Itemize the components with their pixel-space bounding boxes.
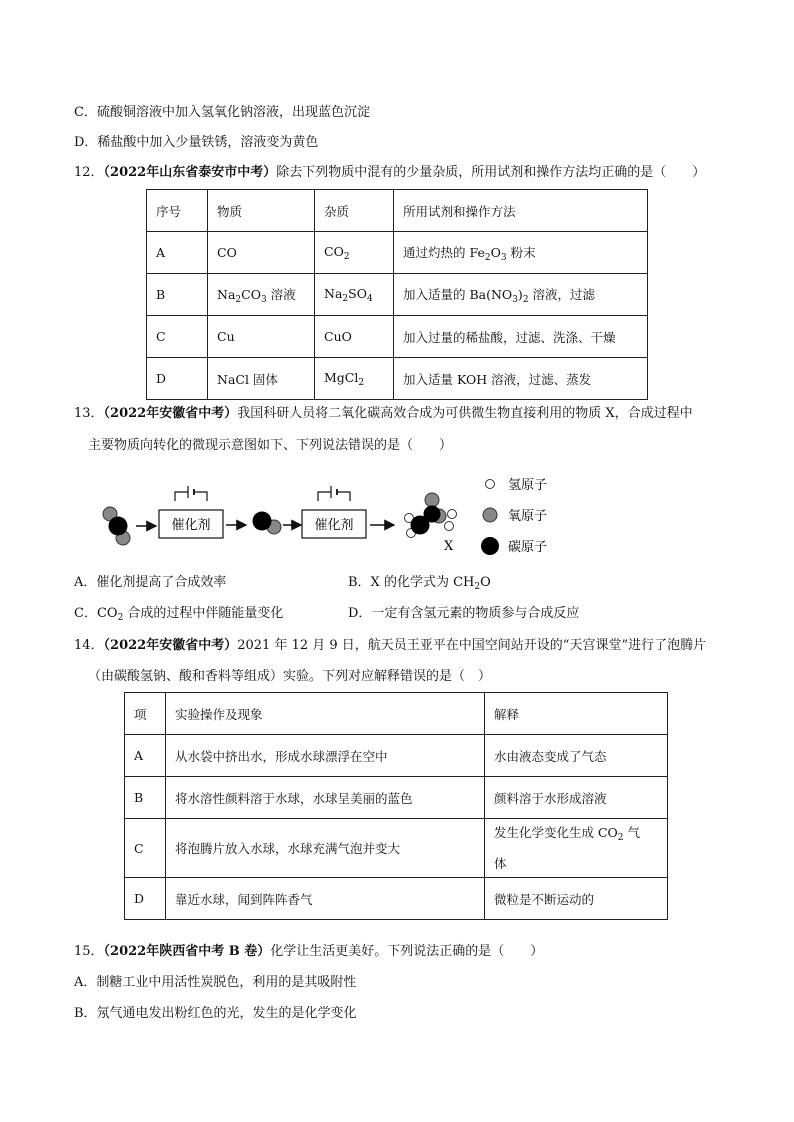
question-source: （2022年安徽省中考） (103, 406, 238, 421)
question-text: 我国科研人员将二氧化碳高效合成为可供微生物直接利用的物质 X，合成过程中 (237, 406, 693, 421)
question-source: （2022年山东省泰安市中考） (103, 165, 277, 180)
option-d-prev: D．稀盐酸中加入少量铁锈，溶液变为黄色 (74, 135, 319, 150)
formula-part: Na (324, 285, 343, 301)
option-b (348, 574, 491, 596)
atom-legend (481, 478, 547, 555)
molecule-reaction-diagram (96, 466, 566, 562)
method-cell: 加入过量的稀盐酸，过滤、洗涤、干燥 (394, 316, 648, 358)
option-a: A．催化剂提高了合成效率 (74, 575, 227, 590)
row-id: A (125, 735, 166, 777)
formula-part: SO (348, 285, 367, 301)
substance-cell: Cu (208, 316, 315, 358)
table-header-cell: 实验操作及现象 (166, 693, 485, 735)
question-number: 14． (74, 638, 104, 653)
substance-cell (208, 274, 315, 316)
formula-sub: 4 (366, 293, 373, 304)
table-header-row (147, 190, 648, 232)
explanation-cell: 水由液态变成了气态 (485, 735, 668, 777)
formula-part: Na (217, 286, 236, 302)
question-14-table (124, 692, 668, 920)
question-13-stem (74, 405, 693, 423)
table-row (125, 819, 668, 878)
table-row (147, 358, 648, 400)
table-row (147, 316, 648, 358)
row-id: B (125, 777, 166, 819)
row-id: C (147, 316, 208, 358)
formula-sub: 3 (500, 252, 507, 263)
formula-sub: 2 (484, 252, 491, 263)
text-part: ) (517, 286, 523, 302)
option-a: A．制糖工业中用活性炭脱色，利用的是其吸附性 (74, 975, 357, 990)
hydrogen-atom (445, 522, 454, 531)
question-12-table (146, 189, 648, 400)
method-cell: 加入适量 KOH 溶液，过滤、蒸发 (394, 358, 648, 400)
formula-part: MgCl (324, 369, 359, 385)
option-c-prev: C．硫酸铜溶液中加入氢氧化钠溶液，出现蓝色沉淀 (74, 105, 370, 120)
table-row (125, 777, 668, 819)
table-row (147, 274, 648, 316)
co-molecule (253, 512, 282, 535)
catalyst-box (302, 486, 366, 538)
oxygen-legend-icon (483, 508, 497, 522)
text-part: 气体 (494, 824, 641, 871)
question-text: 化学让生活更美好。下列说法正确的是（ ） (270, 944, 544, 959)
circuit-wire (318, 492, 350, 501)
co2-molecule (103, 507, 130, 545)
formula-sub: 2 (235, 294, 242, 305)
formula-sub: 2 (358, 377, 365, 388)
explanation-cell: 微粒是不断运动的 (485, 878, 668, 920)
text-part: B．X 的化学式为 CH (348, 575, 475, 590)
formula-part: CO (241, 286, 261, 302)
catalyst-label: 催化剂 (314, 518, 354, 533)
carbon-atom (109, 517, 128, 536)
option-c (74, 605, 283, 627)
table-header-cell: 物质 (208, 190, 315, 232)
formula-sub: 3 (260, 294, 267, 305)
method-cell (394, 232, 648, 274)
formula-sub: 2 (117, 613, 124, 623)
x-label: X (444, 539, 454, 554)
row-id: B (147, 274, 208, 316)
row-id: C (125, 819, 166, 878)
row-id: A (147, 232, 208, 274)
text-part: 发生化学变化生成 CO (494, 824, 618, 840)
question-14-stem-line2: （由碳酸氢钠、酸和香料等组成）实验。下列对应解释错误的是（ ） (88, 669, 492, 684)
hydrogen-atom (448, 510, 457, 519)
carbon-atom (424, 506, 441, 523)
table-header-cell: 解释 (485, 693, 668, 735)
legend-label: 氧原子 (508, 509, 548, 524)
question-source: （2022年陕西省中考 B 卷） (103, 944, 271, 959)
row-id: D (125, 878, 166, 920)
text-part: 溶液 (266, 286, 296, 302)
text-part: 通过灼热的 Fe (403, 244, 485, 260)
question-source: （2022年安徽省中考） (103, 638, 238, 653)
operation-cell: 将泡腾片放入水球，水球充满气泡并变大 (166, 819, 485, 878)
method-cell (394, 274, 648, 316)
impurity-cell: CuO (315, 316, 394, 358)
oxygen-atom (425, 493, 439, 507)
formula-sub: 2 (343, 251, 350, 262)
text-part: 粉末 (506, 244, 536, 260)
operation-cell: 将水溶性颜料溶于水球，水球呈美丽的蓝色 (166, 777, 485, 819)
substance-cell: NaCl 固体 (208, 358, 315, 400)
option-d: D．一定有含氢元素的物质参与合成反应 (348, 606, 580, 621)
question-number: 13． (74, 406, 104, 421)
formula-part: CO (324, 243, 344, 259)
carbon-atom (253, 512, 272, 531)
question-number: 12． (74, 165, 104, 180)
question-12-stem (74, 164, 705, 182)
question-14-stem (74, 637, 706, 655)
row-id: D (147, 358, 208, 400)
question-text: 除去下列物质中混有的少量杂质，所用试剂和操作方法均正确的是（ ） (276, 165, 706, 180)
impurity-cell (315, 358, 394, 400)
legend-label: 碳原子 (508, 540, 548, 555)
table-header-cell: 杂质 (315, 190, 394, 232)
substance-cell: CO (208, 232, 315, 274)
table-header-cell: 所用试剂和操作方法 (394, 190, 648, 232)
formula-sub: 2 (474, 582, 481, 592)
operation-cell: 从水袋中挤出水，形成水球漂浮在空中 (166, 735, 485, 777)
question-13-stem-line2: 主要物质向转化的微现示意图如下、下列说法错误的是（ ） (88, 438, 453, 453)
impurity-cell (315, 232, 394, 274)
text-part: O (490, 244, 501, 260)
option-b: B．氖气通电发出粉红色的光，发生的是化学变化 (74, 1006, 357, 1021)
formula-sub: 3 (512, 294, 518, 305)
explanation-cell: 颜料溶于水形成溶液 (485, 777, 668, 819)
hydrogen-legend-icon (486, 480, 495, 489)
catalyst-label: 催化剂 (171, 518, 211, 533)
x-molecule (405, 493, 457, 554)
carbon-legend-icon (481, 537, 499, 555)
text-part: O (480, 575, 491, 590)
text-part: 溶液，过滤 (528, 286, 596, 302)
table-row (125, 878, 668, 920)
question-number: 15． (74, 944, 104, 959)
text-part: C．CO (74, 606, 118, 621)
table-row (125, 735, 668, 777)
text-part: 合成的过程中伴随能量变化 (123, 606, 284, 621)
impurity-cell (315, 274, 394, 316)
text-part: 加入适量的 Ba(NO (403, 286, 513, 302)
formula-sub: 2 (522, 294, 529, 305)
table-header-cell: 项 (125, 693, 166, 735)
question-text: 2021 年 12 月 9 日，航天员王亚平在中国空间站开设的“天宫课堂”进行了泡腾片 (237, 638, 707, 653)
operation-cell: 靠近水球，闻到阵阵香气 (166, 878, 485, 920)
table-header-cell: 序号 (147, 190, 208, 232)
table-row (147, 232, 648, 274)
catalyst-box (159, 486, 223, 538)
formula-sub: 2 (617, 832, 624, 843)
formula-sub: 2 (342, 293, 349, 304)
explanation-cell (485, 819, 668, 878)
circuit-wire (175, 492, 207, 501)
table-header-row (125, 693, 668, 735)
question-15-stem (74, 943, 543, 961)
legend-label: 氢原子 (508, 478, 548, 493)
